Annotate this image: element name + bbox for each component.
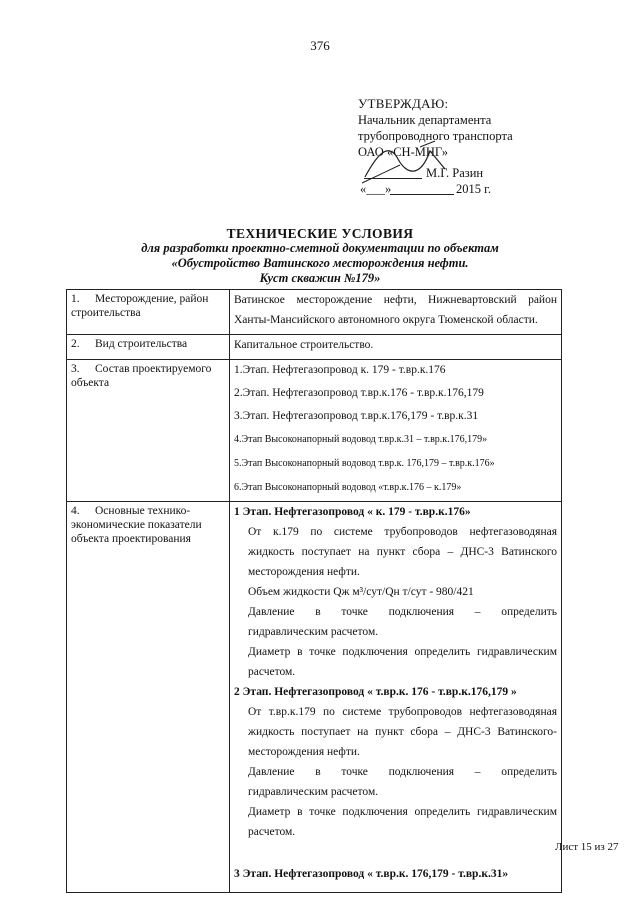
- row-number: 2.: [71, 338, 80, 350]
- value-line: месторождения нефти.: [248, 566, 360, 578]
- list-item: 5.Этап Высоконапорный водовод т.вр.к. 176,179 – т.вр.к.176»: [234, 458, 495, 469]
- row-number: 1.: [71, 293, 80, 305]
- spec-table: [66, 289, 562, 893]
- section-title: 2 Этап. Нефтегазопровод « т.вр.к. 176 - т.вр.к.176,179 »: [234, 686, 517, 698]
- value-line: расчетом.: [248, 826, 296, 838]
- table-row: [67, 360, 562, 502]
- row-number: 4.: [71, 505, 80, 517]
- approval-position: Начальник департамента: [358, 113, 492, 127]
- row-number: 3.: [71, 363, 80, 375]
- page-number: 376: [310, 38, 330, 53]
- approval-heading: УТВЕРЖДАЮ:: [358, 96, 449, 111]
- value-line: гидравлическим расчетом.: [248, 786, 379, 798]
- row-label: Месторождение, район строительства: [71, 293, 209, 319]
- sheet-counter: Лист 15 из 27: [555, 841, 619, 853]
- title-well-pad: Куст скважин №179»: [259, 271, 381, 285]
- value-line: расчетом.: [248, 666, 296, 678]
- document-title: [0, 226, 640, 286]
- row-label-cell: [67, 290, 230, 335]
- list-item: 1.Этап. Нефтегазопровод к. 179 - т.вр.к.176: [234, 364, 446, 376]
- approval-year: 2015 г.: [456, 182, 491, 196]
- approval-department: трубопроводного транспорта: [358, 129, 513, 143]
- table-row: [67, 335, 562, 360]
- value-line: Ханты-Мансийского автономного округа Тюменской области.: [234, 314, 538, 326]
- list-item: 2.Этап. Нефтегазопровод т.вр.к.176 - т.вр.к.176,179: [234, 387, 484, 399]
- row-label: Вид строительства: [95, 338, 188, 350]
- value-line: Ватинское месторождение нефти, Нижневартовский район: [234, 294, 557, 306]
- approval-date-day: «___»: [360, 182, 392, 196]
- value-line: От т.вр.к.179 по системе трубопроводов нефтегазоводяная: [248, 706, 557, 718]
- section-title: 1 Этап. Нефтегазопровод « к. 179 - т.вр.к.176»: [234, 506, 471, 518]
- table-row: [67, 502, 562, 893]
- value-line: жидкость поступает на пункт сбора – ДНС-3 Ватинского: [248, 546, 557, 558]
- value-line: Объем жидкости Qж м³/сут/Qн т/сут - 980/421: [248, 586, 474, 598]
- row-value-cell: [230, 290, 562, 335]
- value-line: От к.179 по системе трубопроводов нефтегазоводяная: [248, 526, 557, 538]
- value-line: Давление в точке подключения – определить: [248, 766, 557, 778]
- row-label-cell: [67, 335, 230, 360]
- row-label: Основные технико-экономические показатели объекта проектирования: [71, 505, 202, 545]
- row-value-cell: [230, 502, 562, 893]
- value-line: гидравлическим расчетом.: [248, 626, 379, 638]
- value-line: Диаметр в точке подключения определить гидравлическим: [248, 806, 557, 818]
- list-item: 3.Этап. Нефтегазопровод т.вр.к.176,179 - т.вр.к.31: [234, 410, 479, 422]
- table-row: [67, 290, 562, 335]
- row-label-cell: [67, 360, 230, 502]
- date-line: [390, 194, 454, 195]
- list-item: 6.Этап Высоконапорный водовод «т.вр.к.176 – к.179»: [234, 482, 462, 493]
- row-label-cell: [67, 502, 230, 893]
- value-line: месторождения нефти.: [248, 746, 360, 758]
- value-line: Давление в точке подключения – определить: [248, 606, 557, 618]
- signature-line: [364, 178, 422, 179]
- title-main: ТЕХНИЧЕСКИЕ УСЛОВИЯ: [226, 226, 414, 241]
- row-value-cell: [230, 360, 562, 502]
- section-title: 3 Этап. Нефтегазопровод « т.вр.к. 176,179 - т.вр.к.31»: [234, 868, 509, 880]
- title-purpose: для разработки проектно-сметной документации по объектам: [141, 241, 499, 255]
- row-label: Состав проектируемого объекта: [71, 363, 212, 389]
- approval-company: ОАО «СН-МНГ»: [358, 145, 449, 159]
- title-object: «Обустройство Ватинского месторождения нефти.: [171, 256, 469, 270]
- value-line: жидкость поступает на пункт сбора – ДНС-3 Ватинского-: [248, 726, 557, 738]
- value-line: Диаметр в точке подключения определить гидравлическим: [248, 646, 557, 658]
- list-item: 4.Этап Высоконапорный водовод т.вр.к.31 – т.вр.к.176,179»: [234, 434, 488, 445]
- approval-signer: М.Г. Разин: [426, 166, 484, 180]
- value-line: Капитальное строительство.: [234, 339, 374, 351]
- row-value-cell: [230, 335, 562, 360]
